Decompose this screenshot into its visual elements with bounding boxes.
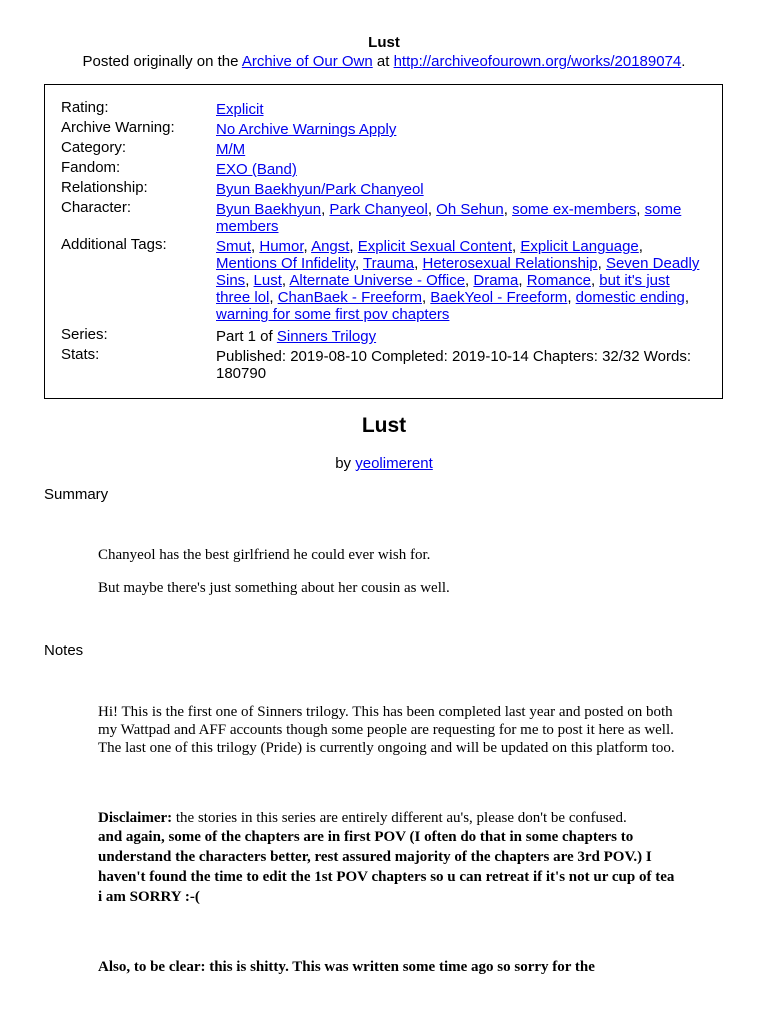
- author-link[interactable]: yeolimerent: [355, 455, 433, 472]
- notes-heading: Notes: [44, 642, 84, 659]
- fandom-label: Fandom:: [61, 159, 121, 176]
- character-link[interactable]: Oh Sehun: [436, 201, 504, 218]
- tag-link[interactable]: Alternate Universe - Office: [289, 272, 466, 289]
- character-link[interactable]: Park Chanyeol: [329, 201, 428, 218]
- relationship-label: Relationship:: [61, 179, 148, 196]
- pov-warning-paragraph: and again, some of the chapters are in first POV (I often do that in some chapters to understand the characters better, rest assured majority of the chapters are 3rd POV.) I haven't found the time to edit the 1st POV chapters so u can retreat if it's not ur cup of tea i am SORRY :-(: [98, 829, 675, 905]
- work-title: Lust: [361, 414, 407, 437]
- category-link[interactable]: M/M: [216, 141, 246, 158]
- tag-link[interactable]: Smut: [216, 238, 252, 255]
- disclaimer-paragraph: [98, 809, 678, 827]
- stats-label: Stats:: [61, 346, 100, 363]
- character-list: Byun Baekhyun, Park Chanyeol, Oh Sehun, some ex-members, some members: [216, 201, 682, 235]
- character-link[interactable]: Byun Baekhyun: [216, 201, 322, 218]
- series-link[interactable]: Sinners Trilogy: [276, 328, 377, 345]
- series-prefix: Part 1 of: [216, 328, 273, 345]
- tag-link[interactable]: Humor: [259, 238, 304, 255]
- disclaimer-text: the stories in this series are entirely different au's, please don't be confused.: [172, 810, 627, 826]
- summary-paragraph: But maybe there's just something about her cousin as well.: [98, 580, 450, 596]
- posted-line: [0, 52, 768, 71]
- by-text: by: [335, 455, 352, 472]
- summary-text: [98, 546, 678, 612]
- byline: [0, 455, 768, 472]
- tag-link[interactable]: BaekYeol - Freeform: [430, 289, 568, 306]
- archive-link[interactable]: Archive of Our Own: [241, 53, 373, 70]
- disclaimer-block: [98, 809, 678, 907]
- tag-link[interactable]: Seven Deadly Sins: [216, 255, 700, 289]
- tags-label: Additional Tags:: [61, 236, 167, 253]
- tag-link[interactable]: Angst: [311, 238, 350, 255]
- rating-link[interactable]: Explicit: [216, 101, 264, 118]
- metadata-box: [44, 84, 723, 399]
- tag-link[interactable]: Lust: [253, 272, 282, 289]
- notes-paragraph: Hi! This is the first one of Sinners trilogy. This has been completed last year and posted on both my Wattpad and AFF accounts though some people are requesting for me to post it here as well. The last one of this trilogy (Pride) is currently ongoing and will be updated on this platform too.: [98, 704, 675, 756]
- series-label: Series:: [61, 326, 108, 343]
- warning-label: Archive Warning:: [61, 119, 175, 136]
- summary-heading: Summary: [44, 486, 109, 503]
- posted-prefix: Posted originally on the: [82, 53, 239, 70]
- also-block: [98, 958, 678, 976]
- also-paragraph: Also, to be clear: this is shitty. This was written some time ago so sorry for the: [98, 959, 595, 975]
- document-header: [0, 0, 768, 71]
- work-url-link[interactable]: http://archiveofourown.org/works/20189074: [393, 53, 682, 70]
- tag-link[interactable]: Trauma: [363, 255, 415, 272]
- notes-text: [98, 703, 678, 757]
- character-link[interactable]: some members: [216, 201, 682, 235]
- at-text: at: [376, 53, 390, 70]
- tag-link[interactable]: but it's just three lol: [216, 272, 670, 306]
- character-label: Character:: [61, 199, 132, 216]
- tag-link[interactable]: Romance: [526, 272, 591, 289]
- summary-paragraph: Chanyeol has the best girlfriend he could ever wish for.: [98, 547, 431, 563]
- relationship-link[interactable]: Byun Baekhyun/Park Chanyeol: [216, 181, 424, 198]
- category-label: Category:: [61, 139, 127, 156]
- fandom-link[interactable]: EXO (Band): [216, 161, 297, 178]
- tag-link[interactable]: Mentions Of Infidelity: [216, 255, 355, 272]
- tag-link[interactable]: Heterosexual Relationship: [422, 255, 598, 272]
- tag-link[interactable]: Explicit Sexual Content: [357, 238, 513, 255]
- tag-link[interactable]: domestic ending: [575, 289, 685, 306]
- tag-link[interactable]: Explicit Language: [520, 238, 639, 255]
- character-link[interactable]: some ex-members: [512, 201, 637, 218]
- tag-list: Smut, Humor, Angst, Explicit Sexual Content, Explicit Language, Mentions Of Infidelity, Trauma, Heterosexual Relationship, Seven Deadly Sins, Lust, Alternate Universe - Office, Drama, Romance, but it's just three lol, ChanBaek - Freeform, BaekYeol - Freeform, domestic ending, warning for some first pov chapters: [216, 238, 700, 323]
- tag-link[interactable]: ChanBaek - Freeform: [277, 289, 422, 306]
- period: .: [681, 53, 686, 70]
- stats-value: Published: 2019-08-10 Completed: 2019-10-14 Chapters: 32/32 Words: 180790: [216, 348, 692, 382]
- disclaimer-label: Disclaimer:: [98, 810, 173, 826]
- tag-link[interactable]: warning for some first pov chapters: [216, 306, 450, 323]
- warning-link[interactable]: No Archive Warnings Apply: [216, 121, 397, 138]
- header-title: Lust: [368, 34, 400, 51]
- tag-link[interactable]: Drama: [473, 272, 519, 289]
- rating-label: Rating:: [61, 99, 109, 116]
